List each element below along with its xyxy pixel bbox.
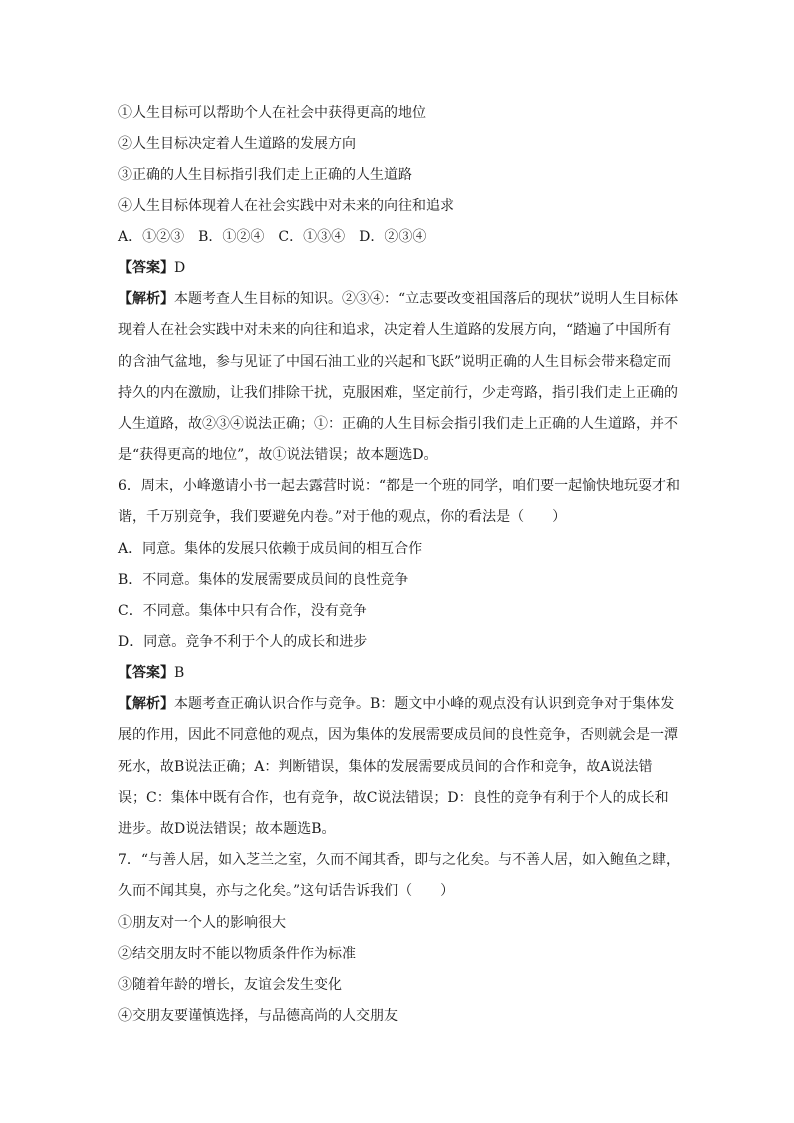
q5-choices: A．①②③ B．①②④ C．①③④ D．②③④ [118,229,427,245]
q6-answer [118,664,678,682]
q7-option-1: ①朋友对一个人的影响很大 [118,915,286,931]
q5-analysis-line-2: 现着人在社会实践中对未来的向往和追求，决定着人生道路的发展方向，“踏遍了中国所有 [118,322,672,338]
q6-option-b: B．不同意。集体的发展需要成员间的良性竞争 [118,572,409,588]
analysis-label: 【解析】 [118,696,174,712]
q5-option-1: ①人生目标可以帮助个人在社会中获得更高的地位 [118,105,426,121]
q6-option-a: A．同意。集体的发展只依赖于成员间的相互合作 [118,541,423,557]
q6-option-c: C．不同意。集体中只有合作，没有竞争 [118,603,367,619]
q6-analysis-line-5: 进步。故D说法错误；故本题选B。 [118,821,336,837]
answer-label: 【答案】 [118,665,174,681]
q7-option-4: ④交朋友要谨慎选择，与品德高尚的人交朋友 [118,1008,398,1024]
analysis-text: 本题考查正确认识合作与竞争。B：题文中小峰的观点没有认识到竞争对于集体发 [174,696,675,712]
q6-analysis-line-3: 死水，故B说法正确；A：判断错误，集体的发展需要成员间的合作和竞争，故A说法错 [118,759,653,775]
q5-analysis-line-4: 持久的内在激励，让我们排除干扰，克服困难，坚定前行，少走弯路，指引我们走上正确的 [118,385,678,401]
analysis-text: 本题考查人生目标的知识。②③④：“立志要改变祖国落后的现状”说明人生目标体 [174,291,679,307]
answer-label: 【答案】 [118,260,174,276]
q6-analysis-line-2: 展的作用，因此不同意他的观点，因为集体的发展需要成员间的良性竞争，否则就会是一潭 [118,727,678,743]
answer-value: D [174,260,186,276]
q7-stem-line-2: 久而不闻其臭，亦与之化矣。”这句话告诉我们（ ） [118,883,455,899]
q6-stem-line-2: 谐，千万别竞争，我们要避免内卷。”对于他的观点，你的看法是（ ） [118,509,567,525]
q5-analysis-line-6: 是“获得更高的地位”，故①说法错误；故本题选D。 [118,447,438,463]
q5-analysis-line-5: 人生道路，故②③④说法正确；①：正确的人生目标会指引我们走上正确的人生道路，并不 [118,416,678,432]
q6-stem-line-1: 6．周末，小峰邀请小书一起去露营时说：“都是一个班的同学，咱们要一起愉快地玩耍才和 [118,478,681,494]
q6-analysis-line-1 [118,695,678,713]
q6-option-d: D．同意。竞争不利于个人的成长和进步 [118,634,368,650]
answer-value: B [174,665,185,681]
q5-option-3: ③正确的人生目标指引我们走上正确的人生道路 [118,167,412,183]
q7-option-3: ③随着年龄的增长，友谊会发生变化 [118,977,342,993]
analysis-label: 【解析】 [118,291,174,307]
q5-analysis-line-3: 的含油气盆地，参与见证了中国石油工业的兴起和飞跃”说明正确的人生目标会带来稳定而 [118,354,672,370]
q6-analysis-line-4: 误；C：集体中既有合作，也有竞争，故C说法错误；D：良性的竞争有利于个人的成长和 [118,790,669,806]
q5-option-2: ②人生目标决定着人生道路的发展方向 [118,136,356,152]
q5-option-4: ④人生目标体现着人在社会实践中对未来的向往和追求 [118,198,454,214]
q7-option-2: ②结交朋友时不能以物质条件作为标准 [118,946,356,962]
q5-analysis-line-1 [118,290,678,308]
q7-stem-line-1: 7．“与善人居，如入芝兰之室，久而不闻其香，即与之化矣。与不善人居，如入鲍鱼之肆， [118,852,681,868]
q5-answer [118,259,678,277]
